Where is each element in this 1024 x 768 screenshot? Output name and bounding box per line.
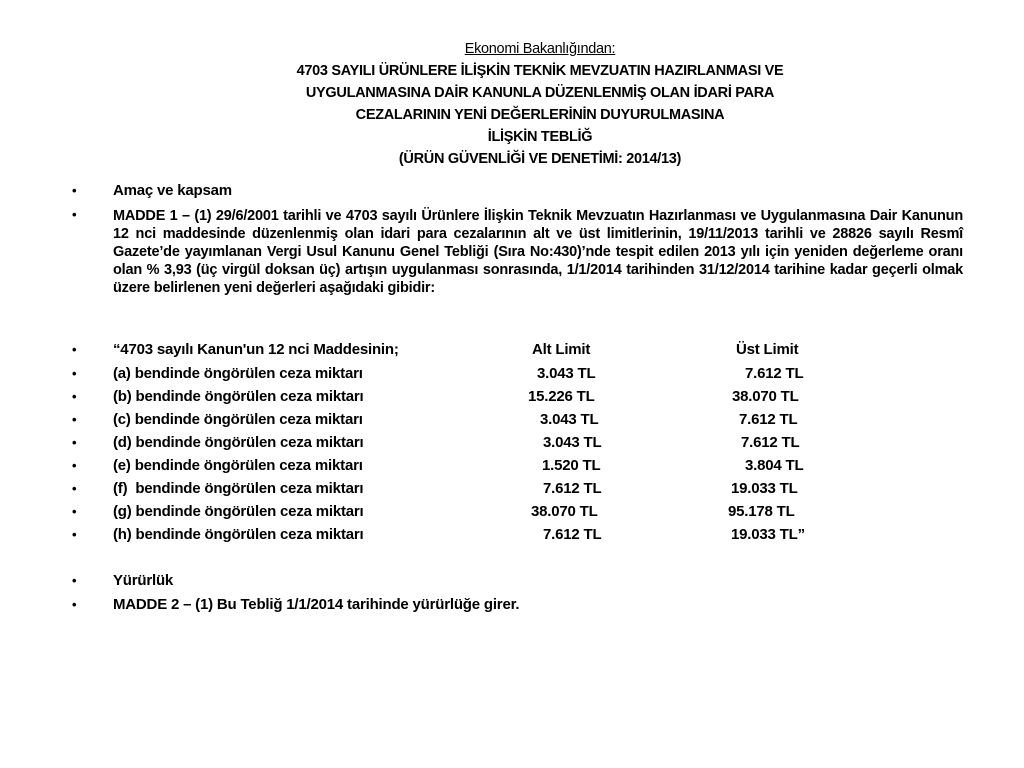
row-label: (e) bendinde öngörülen ceza miktarı (113, 457, 363, 474)
row-alt-limit: 15.226 TL (528, 388, 595, 405)
row-ust-limit: 38.070 TL (732, 388, 799, 405)
row-ust-limit: 7.612 TL (741, 434, 800, 451)
bullet-icon: • (72, 207, 77, 222)
row-label: (d) bendinde öngörülen ceza miktarı (113, 434, 364, 451)
row-ust-limit: 95.178 TL (728, 503, 795, 520)
row-alt-limit: 3.043 TL (537, 365, 596, 382)
article-1-text: MADDE 1 – (1) 29/6/2001 tarihli ve 4703 sayılı Ürünlere İlişkin Teknik Mevzuatın Hazırlanması ve Uygulanmasına Dair Kanunun 12 nci maddesinde düzenlenmiş olan idari para cezalarının alt ve üst limitlerinin, 19/11/2013 tarihli ve 28826 sayılı Resmî Gazete’de yayımlanan Vergi Usul Kanunu Genel Tebliği (Sıra No:430)’nde tespit edilen 2013 yılı için yeniden değerleme oranı olan % 3,93 (üç virgül doksan üç) artışın uygulanması sonrasında, 1/1/2014 tarihinden 31/12/2014 tarihine kadar geçerli olmak üzere belirlenen yeni değerleri aşağıdaki gibidir: (113, 208, 963, 296)
effective-title: Yürürlük (113, 572, 174, 589)
row-alt-limit: 1.520 TL (542, 457, 601, 474)
heading-line: CEZALARININ YENİ DEĞERLERİNİN DUYURULMASINA (355, 107, 725, 123)
bullet-icon: • (72, 342, 77, 357)
row-ust-limit: 7.612 TL (745, 365, 804, 382)
row-ust-limit: 7.612 TL (739, 411, 798, 428)
row-label: (h) bendinde öngörülen ceza miktarı (113, 526, 364, 543)
bullet-icon: • (72, 504, 77, 519)
row-ust-limit: 3.804 TL (745, 457, 804, 474)
article-2-text: MADDE 2 – (1) Bu Tebliğ 1/1/2014 tarihinde yürürlüğe girer. (113, 596, 520, 613)
heading-line: (ÜRÜN GÜVENLİĞİ VE DENETİMİ: 2014/13) (398, 151, 682, 167)
row-label: (g) bendinde öngörülen ceza miktarı (113, 503, 364, 520)
row-alt-limit: 3.043 TL (543, 434, 602, 451)
table-header-alt-limit: Alt Limit (532, 341, 591, 358)
heading-line: UYGULANMASINA DAİR KANUNLA DÜZENLENMİŞ OLAN İDARİ PARA (305, 85, 775, 101)
bullet-icon: • (72, 481, 77, 496)
bullet-icon: • (72, 573, 77, 588)
heading-line: 4703 SAYILI ÜRÜNLERE İLİŞKİN TEKNİK MEVZUATIN HAZIRLANMASI VE (296, 63, 784, 79)
row-label: (f) bendinde öngörülen ceza miktarı (113, 480, 364, 497)
bullet-icon: • (72, 389, 77, 404)
bullet-icon: • (72, 412, 77, 427)
row-label: (a) bendinde öngörülen ceza miktarı (113, 365, 363, 382)
row-ust-limit: 19.033 TL” (731, 526, 805, 543)
bullet-icon: • (72, 527, 77, 542)
bullet-icon: • (72, 183, 77, 198)
row-alt-limit: 38.070 TL (531, 503, 598, 520)
table-header-ust-limit: Üst Limit (736, 341, 799, 358)
bullet-icon: • (72, 597, 77, 612)
row-alt-limit: 7.612 TL (543, 526, 602, 543)
row-ust-limit: 19.033 TL (731, 480, 798, 497)
scope-title: Amaç ve kapsam (113, 182, 232, 199)
heading-subtitle: Ekonomi Bakanlığından: (464, 41, 616, 57)
row-label: (c) bendinde öngörülen ceza miktarı (113, 411, 363, 428)
bullet-icon: • (72, 435, 77, 450)
table-header-label: “4703 sayılı Kanun'un 12 nci Maddesinin; (113, 341, 399, 358)
bullet-icon: • (72, 458, 77, 473)
bullet-icon: • (72, 366, 77, 381)
heading-line: İLİŞKİN TEBLİĞ (487, 129, 593, 145)
row-label: (b) bendinde öngörülen ceza miktarı (113, 388, 364, 405)
row-alt-limit: 7.612 TL (543, 480, 602, 497)
row-alt-limit: 3.043 TL (540, 411, 599, 428)
